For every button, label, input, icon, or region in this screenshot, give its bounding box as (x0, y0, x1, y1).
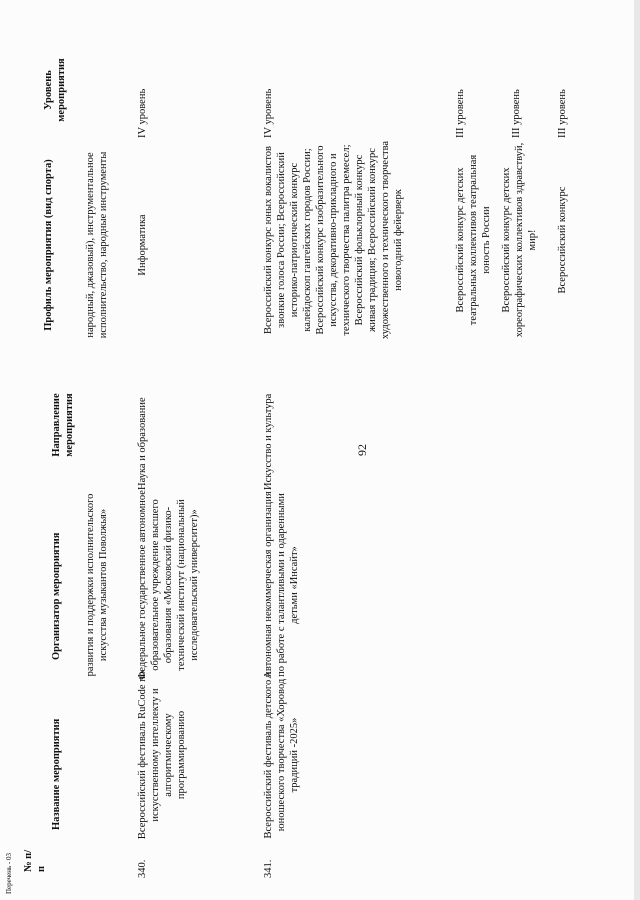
row2-level-2: III уровень (455, 89, 466, 138)
row0-profile: народный, джазовый), инструментальное исполнительство, народные инструменты (85, 151, 109, 339)
row2-profile-3: Всероссийский конкурс детских хореографических коллективов здравствуй, мир! (501, 142, 538, 338)
row2-profile-4: Всероссийский конкурс (557, 186, 568, 294)
row1-level: IV уровень (137, 88, 148, 138)
row2-profile-1: Всероссийский конкурс юных вокалистов звонкие голоса России; Всероссийский историко-патриотический конкурс калейдоскоп гангейских городов России; Всероссийский конкурс изобразительного искусства, декоративно-прикладного и технического творчества палитра ремесел; Всероссийский фольклорный конкурс живая традиция; Всероссийский конкурс художественного и технического творчества новогодний фейерверк (263, 140, 404, 340)
header-organizer: Организатор мероприятия (51, 532, 62, 660)
row0-organizer: развития и поддержки исполнительского искусства музыкантов Поволжья» (85, 493, 109, 677)
row1-num: 340. (137, 859, 148, 878)
header-name: Название мероприятия (51, 718, 62, 830)
row2-name: Всероссийский фестиваль детского и юношеского творчества «Хоровод традиций -2025» (263, 671, 300, 839)
header-num: № п/п (23, 849, 47, 872)
footer-text: Перечень - 03 (5, 853, 13, 894)
row1-organizer: Федеральное государственное автономное образовательное учреждение высшего образования «Московский физико-технический институт (национальный исследовательский университет)» (137, 490, 200, 680)
header-level: Уровень мероприятия (43, 58, 67, 122)
row2-direction: Искусство и культура (263, 393, 274, 490)
row2-profile-2: Всероссийский конкурс детских театральных коллективов театральная юность России (455, 154, 492, 326)
row1-name: Всероссийский фестиваль RuCode по искусственному интеллекту и алгоритмическому программированию (137, 670, 187, 840)
row1-profile: Информатика (137, 214, 148, 276)
header-direction: Направление мероприятия (51, 393, 75, 457)
row2-organizer: Автономная некоммерческая организация по работе с талантливыми и одаренными детьми «Инсайт» (263, 491, 300, 679)
row1-direction: Наука и образование (137, 397, 148, 490)
events-table (0, 40, 590, 900)
row2-level-1: IV уровень (263, 88, 274, 138)
row2-level-4: III уровень (557, 89, 568, 138)
row2-num: 341. (263, 859, 274, 878)
header-profile: Профиль мероприятия (вид спорта) (43, 159, 54, 331)
row2-level-3: III уровень (511, 89, 522, 138)
page-number: 92 (355, 444, 369, 456)
scan-edge (634, 0, 640, 900)
